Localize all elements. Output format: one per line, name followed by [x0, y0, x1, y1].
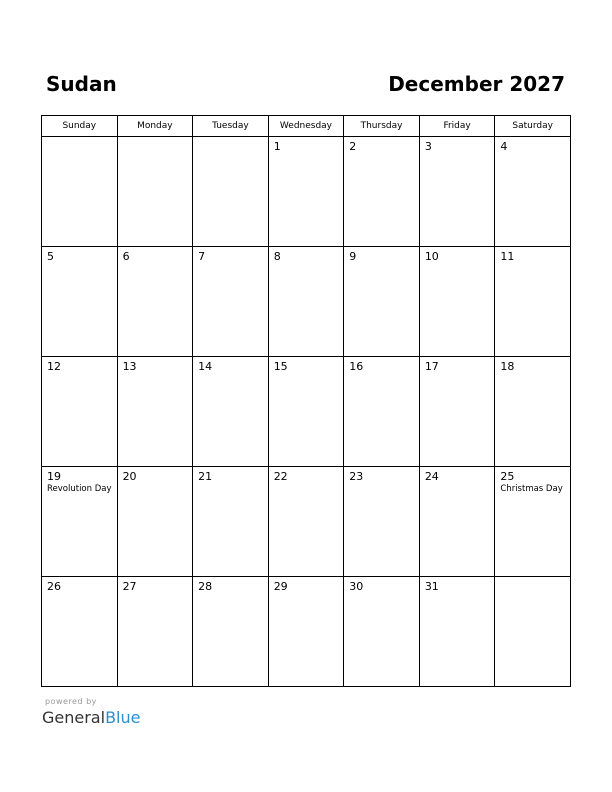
day-cell: [495, 357, 571, 467]
day-number: 23: [349, 470, 364, 483]
day-number: 1: [273, 140, 281, 153]
day-number: 15: [273, 360, 288, 373]
day-number: 6: [122, 250, 130, 263]
week-row-4: [42, 467, 571, 577]
day-cell: [117, 467, 193, 577]
week-row-3: [42, 357, 571, 467]
day-number: 31: [424, 580, 439, 593]
day-cell: [268, 247, 344, 357]
weekday-sunday: Sunday: [42, 116, 118, 137]
day-cell: [117, 247, 193, 357]
day-cell: [42, 467, 118, 577]
powered-by-label: powered by: [45, 697, 97, 706]
weekday-saturday: Saturday: [495, 116, 571, 137]
day-number: 8: [273, 250, 281, 263]
brand-part-blue: Blue: [105, 708, 141, 727]
day-cell: [193, 577, 269, 687]
day-number: 28: [198, 580, 213, 593]
day-number: 16: [349, 360, 364, 373]
holiday-label: Christmas Day: [500, 484, 563, 494]
day-number: 11: [500, 250, 515, 263]
generalblue-logo[interactable]: [42, 708, 140, 728]
day-number: 5: [47, 250, 54, 263]
day-number: [42, 137, 117, 140]
brand-part-general: General: [42, 708, 106, 727]
day-number: 4: [500, 140, 508, 153]
day-number: 14: [198, 360, 213, 373]
day-cell: [344, 137, 420, 247]
day-cell: [419, 357, 495, 467]
weekday-monday: Monday: [117, 116, 193, 137]
day-cell: [495, 137, 571, 247]
day-cell: [117, 357, 193, 467]
day-number: 30: [349, 580, 364, 593]
day-cell: [419, 577, 495, 687]
day-number: 29: [273, 580, 288, 593]
day-number: 24: [424, 470, 439, 483]
week-row-5: [42, 577, 571, 687]
day-number: 22: [273, 470, 288, 483]
day-cell: [42, 137, 118, 247]
weekday-thursday: Thursday: [344, 116, 420, 137]
day-cell: [268, 357, 344, 467]
day-cell: [419, 467, 495, 577]
day-number: 20: [122, 470, 137, 483]
day-cell: [117, 577, 193, 687]
day-number: 27: [122, 580, 137, 593]
country-title: Sudan: [46, 72, 117, 96]
day-cell: [42, 357, 118, 467]
day-number: 10: [424, 250, 439, 263]
day-cell: [193, 357, 269, 467]
day-cell: [268, 137, 344, 247]
day-number: 25: [500, 470, 515, 483]
day-number: 3: [424, 140, 432, 153]
day-number: 13: [122, 360, 137, 373]
day-number: [193, 137, 268, 140]
day-cell: [344, 577, 420, 687]
day-cell: [344, 467, 420, 577]
day-cell: [42, 577, 118, 687]
day-cell: [344, 357, 420, 467]
day-cell: [193, 137, 269, 247]
weekday-header-row: [42, 116, 571, 137]
day-cell: [495, 247, 571, 357]
day-number: 2: [349, 140, 357, 153]
weekday-tuesday: Tuesday: [193, 116, 269, 137]
day-number: 12: [47, 360, 61, 373]
weekday-friday: Friday: [419, 116, 495, 137]
day-cell: [419, 137, 495, 247]
day-cell: [117, 137, 193, 247]
calendar-grid: [41, 115, 571, 687]
day-cell: [193, 467, 269, 577]
day-cell: [495, 577, 571, 687]
week-row-2: [42, 247, 571, 357]
holiday-label: Revolution Day: [47, 484, 112, 494]
month-year-title: December 2027: [388, 72, 565, 96]
week-row-1: [42, 137, 571, 247]
day-number: [495, 577, 570, 580]
day-number: 7: [198, 250, 206, 263]
day-cell: [344, 247, 420, 357]
weekday-wednesday: Wednesday: [268, 116, 344, 137]
day-cell: [268, 577, 344, 687]
day-cell: [193, 247, 269, 357]
day-cell: [42, 247, 118, 357]
day-number: 9: [349, 250, 357, 263]
day-number: 26: [47, 580, 61, 593]
day-number: 21: [198, 470, 213, 483]
day-cell: [495, 467, 571, 577]
day-number: 17: [424, 360, 439, 373]
day-number: [118, 137, 193, 140]
day-number: 18: [500, 360, 515, 373]
day-cell: [268, 467, 344, 577]
day-cell: [419, 247, 495, 357]
day-number: 19: [47, 470, 61, 483]
